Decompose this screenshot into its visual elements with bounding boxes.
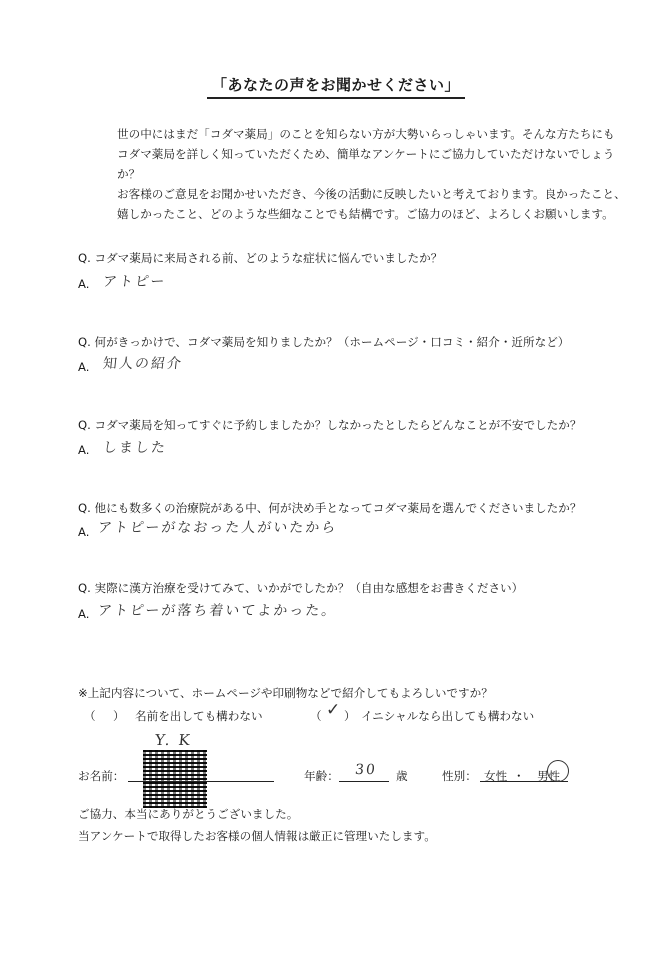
question-3: Q. コダマ薬局を知ってすぐに予約しましたか？しなかったとしたらどんなことが不安でしたか？: [78, 418, 582, 432]
redacted-name-stamp: [143, 750, 207, 808]
gender-option-male[interactable]: 男性: [537, 769, 561, 783]
answer-5: アトピーが落ち着いてよかった。: [97, 603, 339, 619]
intro-line: か？: [117, 167, 141, 181]
intro-text: [117, 124, 637, 224]
consent-option-1-paren-close: ）: [113, 709, 125, 723]
question-4: Q. 他にも数多くの治療院がある中、何が決め手となってコダマ薬局を選んでくださいましたか？: [78, 501, 582, 515]
survey-title: 「あなたの声をお聞かせください」: [207, 74, 465, 99]
age-value: 30: [354, 762, 378, 778]
consent-option-2-checkbox[interactable]: ✓: [326, 700, 341, 720]
answer-label-2: A.: [78, 360, 90, 374]
consent-option-2-paren-open: （: [310, 709, 322, 723]
consent-option-1-paren-open: （: [84, 709, 96, 723]
answer-label-3: A.: [78, 443, 90, 457]
consent-question: ※上記内容について、ホームページや印刷物などで紹介してもよろしいですか？: [78, 686, 493, 700]
intro-line: 嬉しかったこと、どのような些細なことでも結構です。ご協力のほど、よろしくお願いします。: [117, 207, 614, 221]
intro-line: コダマ薬局を詳しく知っていただくため、簡単なアンケートにご協力していただけないでしょう: [117, 147, 615, 161]
answer-3: しました: [102, 440, 168, 456]
name-initials: Y. K: [154, 731, 193, 749]
intro-line: 世の中にはまだ「コダマ薬局」のことを知らない方が大勢いらっしゃいます。そんな方たちにも: [117, 127, 615, 141]
answer-4: アトピーがなおった人がいたから: [97, 520, 339, 536]
consent-option-2-label: イニシャルなら出しても構わない: [361, 709, 535, 723]
name-label: お名前：: [78, 769, 125, 783]
closing-privacy: 当アンケートで取得したお客様の個人情報は厳正に管理いたします。: [78, 829, 436, 843]
age-label: 年齢：: [304, 769, 339, 783]
answer-1: アトピー: [102, 274, 168, 290]
age-unit: 歳: [396, 769, 408, 783]
gender-separator: ・: [513, 769, 525, 783]
answer-label-1: A.: [78, 277, 90, 291]
name-field-line: [128, 781, 274, 782]
question-5: Q. 実際に漢方治療を受けてみて、いかがでしたか？（自由な感想をお書きください）: [78, 581, 524, 595]
answer-2: 知人の紹介: [102, 356, 184, 372]
age-field-line: [339, 781, 389, 782]
male-selected-circle: [547, 760, 569, 782]
question-2: Q. 何がきっかけで、コダマ薬局を知りましたか？（ホームページ・口コミ・紹介・近所など）: [78, 335, 570, 349]
answer-label-4: A.: [78, 525, 90, 539]
gender-label: 性別：: [442, 769, 477, 783]
intro-line: お客様のご意見をお聞かせいただき、今後の活動に反映したいと考えております。良かったこと、: [117, 187, 626, 201]
answer-label-5: A.: [78, 607, 90, 621]
gender-option-female[interactable]: 女性: [484, 769, 508, 783]
consent-option-2-paren-close: ）: [344, 709, 356, 723]
consent-option-1-label: 名前を出しても構わない: [135, 709, 263, 723]
question-1: Q. コダマ薬局に来局される前、どのような症状に悩んでいましたか？: [78, 251, 443, 265]
closing-thanks: ご協力、本当にありがとうございました。: [78, 807, 299, 821]
